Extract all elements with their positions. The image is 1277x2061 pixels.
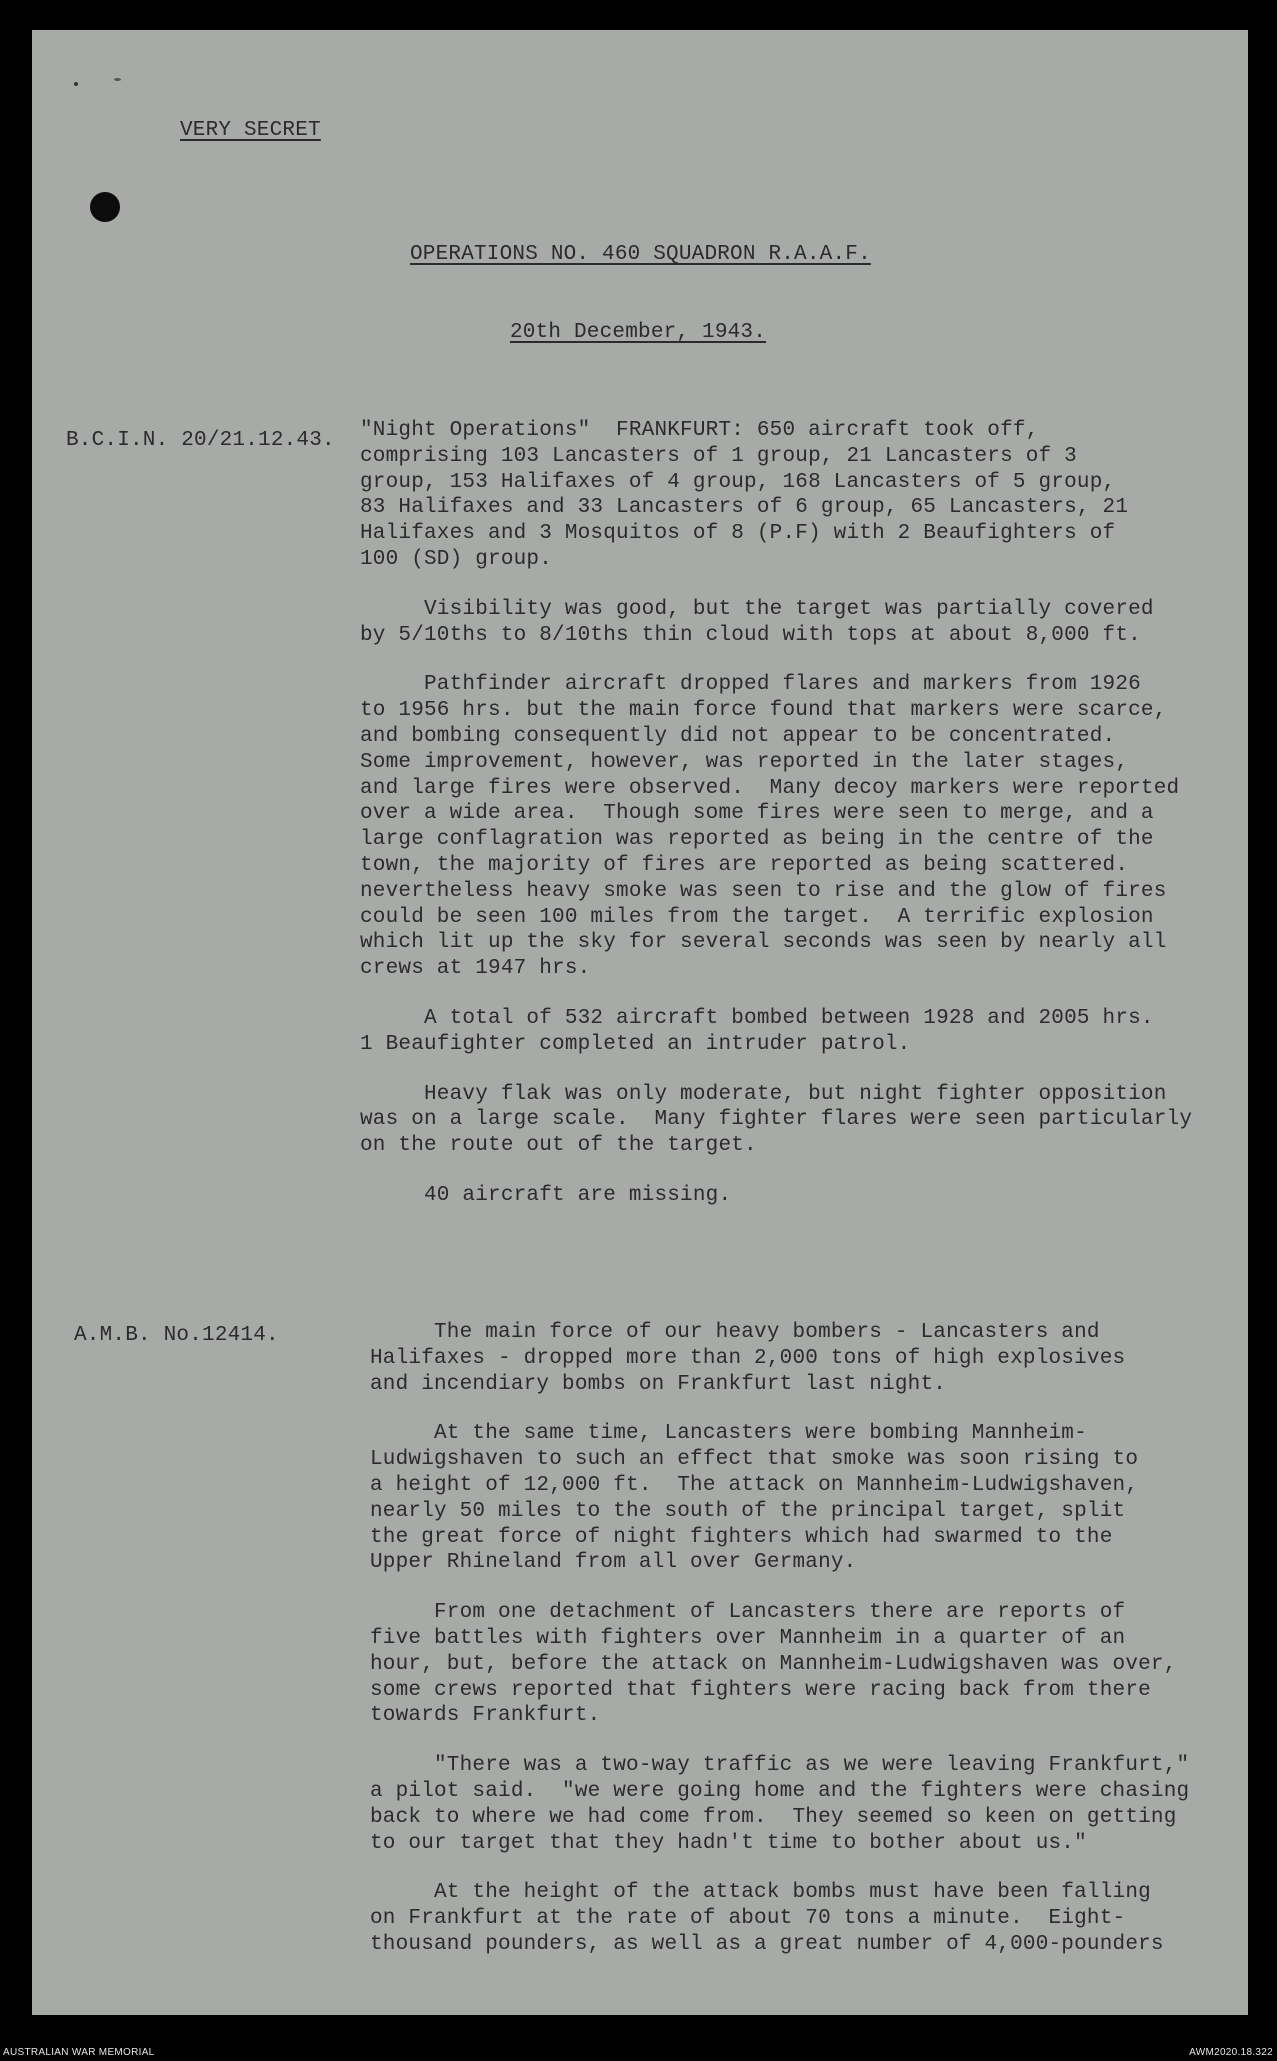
punch-hole (90, 192, 120, 222)
report-paragraph: 40 aircraft are missing. (360, 1183, 732, 1207)
report-paragraph: "Night Operations" FRANKFURT: 650 aircraft took off, comprising 103 Lancasters of 1 group, 21 Lancasters of 3 group, 153 Halifaxes of 4 group, 168 Lancasters of 5 group, 83 Halifaxes and 33 Lancasters of 6 group, 65 Lancasters, 21 Halifaxes and 3 Mosquitos of 8 (P.F) with 2 Beaufighters of 100 (SD) group. (360, 419, 1129, 571)
reference-amb: A.M.B. No.12414. (74, 1324, 279, 1347)
report-paragraph: A total of 532 aircraft bombed between 1928 and 2005 hrs. 1 Beaufighter completed an intruder patrol. (360, 1006, 1154, 1056)
paper-speck (114, 78, 121, 81)
document-page (32, 30, 1248, 2015)
reference-bcin: B.C.I.N. 20/21.12.43. (66, 429, 335, 452)
document-title: OPERATIONS NO. 460 SQUADRON R.A.A.F. (410, 243, 871, 266)
document-date: 20th December, 1943. (510, 321, 767, 344)
report-paragraph: The main force of our heavy bombers - Lancasters and Halifaxes - dropped more than 2,000 tons of high explosives and incendiary bombs on Frankfurt last night. (370, 1321, 1126, 1396)
amb-report (370, 1320, 1189, 1958)
footer-institution: AUSTRALIAN WAR MEMORIAL (3, 2047, 155, 2058)
paper-speck (74, 82, 78, 86)
footer-catalog-number: AWM2020.18.322 (1189, 2047, 1273, 2058)
report-paragraph: At the height of the attack bombs must have been falling on Frankfurt at the rate of about 70 tons a minute. Eight- thousand pounders, as well as a great number of 4,000-pounders (370, 1881, 1164, 1956)
report-paragraph: Visibility was good, but the target was partially covered by 5/10ths to 8/10ths thin cloud with tops at about 8,000 ft. (360, 597, 1154, 647)
report-paragraph: Heavy flak was only moderate, but night fighter opposition was on a large scale. Many fighter flares were seen particularly on the route out of the target. (360, 1082, 1193, 1158)
report-paragraph: "There was a two-way traffic as we were leaving Frankfurt," a pilot said. "we were going home and the fighters were chasing back to where we had come from. They seemed so keen on getting to our target that they hadn't time to bother about us." (370, 1754, 1190, 1855)
report-paragraph: From one detachment of Lancasters there are reports of five battles with fighters over Mannheim in a quarter of an hour, but, before the attack on Mannheim-Ludwigshaven was over, some crews reported that fighters were racing back from there towards Frankfurt. (370, 1601, 1177, 1728)
classification-label: VERY SECRET (180, 119, 321, 142)
report-paragraph: Pathfinder aircraft dropped flares and markers from 1926 to 1956 hrs. but the main force found that markers were scarce, and bombing consequently did not appear to be concentrated. Some improvement, however, was reported in the later stages, and large fires were observed. Many decoy markers were reported over a wide area. Though some fires were seen to merge, and a large conflagration was reported as being in the centre of the town, the majority of fires are reported as being scattered. nevertheless heavy smoke was seen to rise and the glow of fires could be seen 100 miles from the target. A terrific explosion which lit up the sky for several seconds was seen by nearly all crews at 1947 hrs. (360, 673, 1180, 981)
bcin-report (360, 418, 1192, 1209)
report-paragraph: At the same time, Lancasters were bombing Mannheim- Ludwigshaven to such an effect that smoke was soon rising to a height of 12,000 ft. The attack on Mannheim-Ludwigshaven, nearly 50 miles to the south of the principal target, split the great force of night fighters which had swarmed to the Upper Rhineland from all over Germany. (370, 1422, 1139, 1575)
